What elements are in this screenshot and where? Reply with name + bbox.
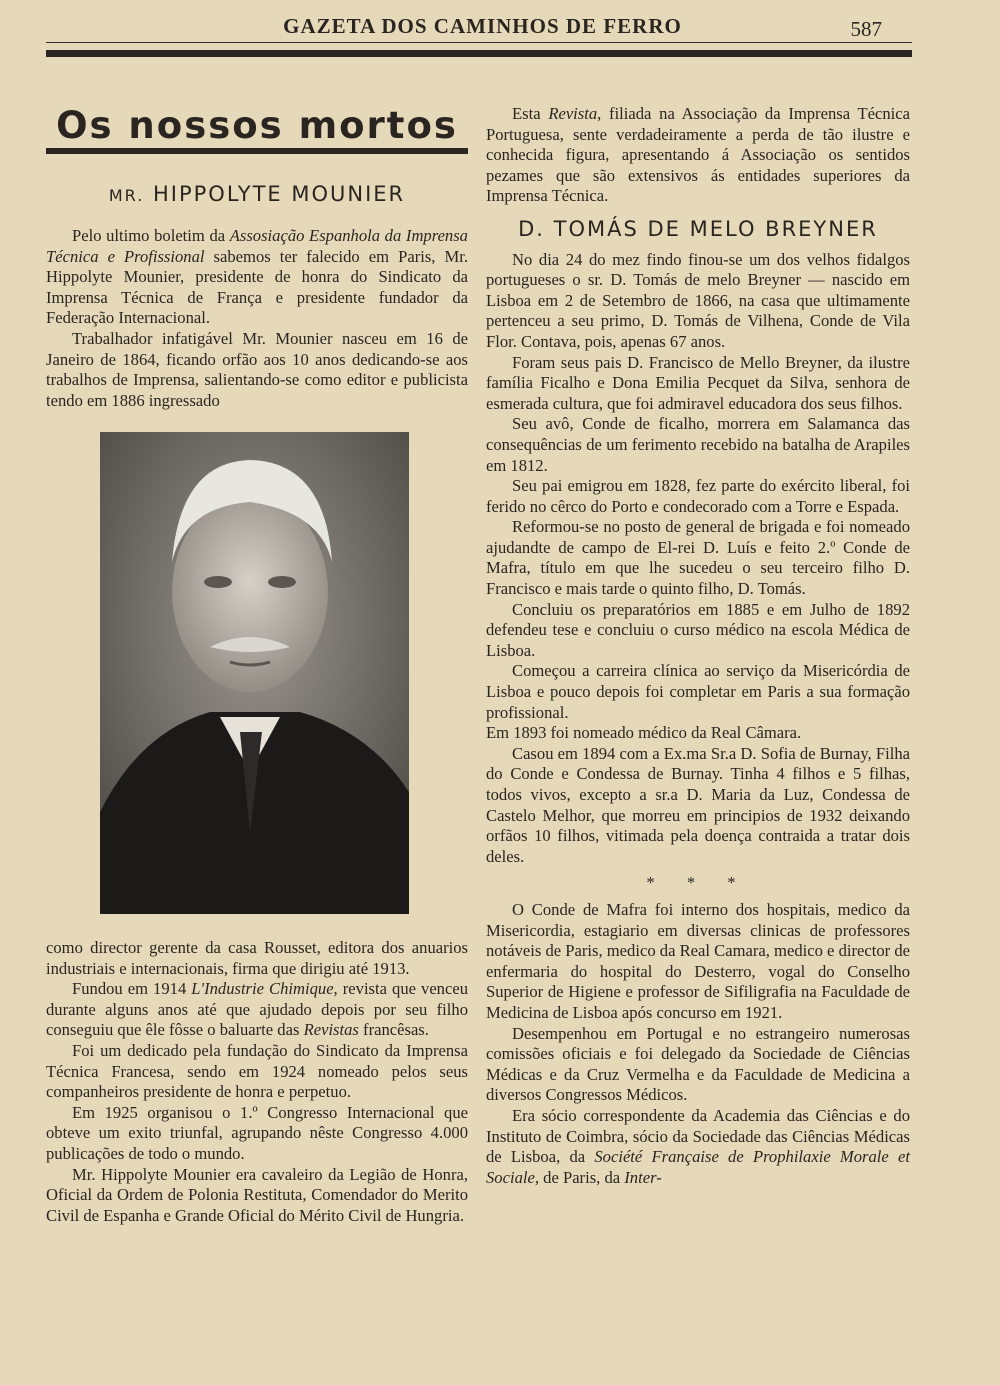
paragraph: Fundou em 1914 L'Industrie Chimique, revista que venceu durante alguns anos até que ajudado depois por seu filho conseguiu que êle fôsse o baluarte das Revistas francêsas. bbox=[46, 979, 469, 1040]
article-right-column bbox=[486, 104, 910, 1188]
portrait-photo-graphic bbox=[100, 432, 409, 914]
section-separator: * * * bbox=[646, 873, 750, 893]
paragraph: Em 1925 organisou o 1.º Congresso Internacional que obteve um exito triunfal, agrupando nêste Congresso 4.000 publicações de todo o mundo. bbox=[46, 1102, 468, 1163]
paragraph: Seu avô, Conde de ficalho, morrera em Salamanca das consequências de um ferimento recebido na batalha de Arapiles em 1812. bbox=[486, 414, 910, 475]
paragraph: Era sócio correspondente da Academia das Ciências e do Instituto de Coimbra, sócio da Sociedade das Ciências Médicas de Lisboa, da Société Française de Prophilaxie Morale et Sociale, de Paris, da Inter- bbox=[486, 1105, 910, 1187]
paragraph: Desempenhou em Portugal e no estrangeiro numerosas comissões oficiais e foi delegado da Sociedade de Ciências Médicas e da Cruz Vermelha e da Faculdade de Medicina a diversos Congressos Médicos. bbox=[486, 1023, 910, 1105]
paragraph: O Conde de Mafra foi interno dos hospitais, medico da Misericordia, estagiario em diversas clinicas de professores notáveis de Paris, medico da Real Camara, medico e director de enfermaria do hospital do Desterro, vogal do Conselho Superior de Higiene e professor de Sifiligrafia na Faculdade de Medicina de Lisboa após concurso em 1921. bbox=[486, 899, 910, 1022]
paragraph: Esta Revista, filiada na Associação da Imprensa Técnica Portuguesa, sente verdadeiramente a perda de tão ilustre e conhecida figura, apresentando á Associação os sentidos pezames que são extensivos ás entidades superiores da Imprensa Técnica. bbox=[486, 104, 910, 206]
paragraph: Trabalhador infatigável Mr. Mounier nasceu em 16 de Janeiro de 1864, ficando orfão aos 10 anos dedicando-se aos trabalhos de Imprensa, salientando-se como editor e publicista tendo em 1886 ingressado bbox=[46, 328, 468, 410]
paragraph: Começou a carreira clínica ao serviço da Misericórdia de Lisboa e pouco depois foi completar em Paris a sua formação profissional. bbox=[486, 661, 910, 722]
header-thick-rule bbox=[46, 50, 912, 57]
paragraph: Seu pai emigrou em 1828, fez parte do exército liberal, foi ferido no cêrco do Porto e condecorado com a Torre e Espada. bbox=[486, 476, 910, 516]
running-header: GAZETA DOS CAMINHOS DE FERRO bbox=[283, 14, 682, 38]
page-number: 587 bbox=[850, 17, 882, 41]
paragraph: Em 1893 foi nomeado médico da Real Câmara. bbox=[486, 723, 802, 743]
portrait-photo bbox=[100, 432, 409, 914]
paragraph: Foram seus pais D. Francisco de Mello Breyner, da ilustre família Ficalho e Dona Emilia Pecquet da Silva, senhora de esmerada cultura, que foi admiravel educadora dos seus filhos. bbox=[486, 352, 910, 413]
paragraph: como director gerente da casa Rousset, editora dos anuarios industriais e internacionais, firma que dirigiu até 1913. bbox=[46, 938, 468, 978]
article-mounier-part1 bbox=[46, 226, 468, 411]
paragraph: Mr. Hippolyte Mounier era cavaleiro da Legião de Honra, Oficial da Ordem de Polonia Restituta, Comendador do Merito Civil de Espanha e Grande Oficial do Mérito Civil de Hungria. bbox=[46, 1164, 468, 1225]
section-heading-breyner: D. TOMÁS DE MELO BREYNER bbox=[518, 216, 878, 241]
paragraph: No dia 24 do mez findo finou-se um dos velhos fidalgos portugueses o sr. D. Tomás de melo Breyner — nascido em Lisboa em 2 de Setembro de 1866, na casa que ultimamente pertenceu a seu primo, D. Tomás de Vilhena, Conde de Vila Flor. Contava, pois, apenas 67 anos. bbox=[486, 249, 910, 351]
paragraph: Concluiu os preparatórios em 1885 e em Julho de 1892 defendeu tese e concluiu o curso médico na escola Médica de Lisboa. bbox=[486, 599, 910, 660]
article-mounier-part2 bbox=[46, 938, 468, 1226]
paragraph: Casou em 1894 com a Ex.ma Sr.a D. Sofia de Burnay, Filha do Conde e Condessa de Burnay. Tinha 4 filhos e 5 filhas, todos vivos, excepto a sr.a D. Maria da Luz, Condessa de Castelo Melhor, que morreu em principios de 1932 deixando orfãos 10 filhos, vitimada pela doença contraida a tratar dois deles. bbox=[486, 743, 910, 866]
heading-prefix: MR. bbox=[108, 186, 145, 205]
header-rule bbox=[46, 42, 912, 43]
page-title: Os nossos mortos bbox=[56, 104, 458, 147]
paragraph: Pelo ultimo boletim da Assosiação Espanhola da Imprensa Técnica e Profissional sabemos ter falecido em Paris, Mr. Hippolyte Mounier, presidente de honra do Sindicato da Imprensa Técnica de França e presidente fundador da Federação Internacional. bbox=[46, 226, 468, 328]
paragraph: Foi um dedicado pela fundação do Sindicato da Imprensa Técnica Francesa, sendo em 1924 nomeado pelos seus companheiros presidente de honra e perpetuo. bbox=[46, 1040, 468, 1102]
section-heading-mounier bbox=[46, 182, 468, 206]
heading-name: HIPPOLYTE MOUNIER bbox=[152, 182, 406, 206]
paragraph: Reformou-se no posto de general de brigada e foi nomeado ajudandte de campo de El-rei D. Luís e feito 2.º Conde de Mafra, título em que lhe sucedeu o seu terceiro filho D. Francisco e mais tarde o quinto filho, D. Tomás. bbox=[486, 517, 910, 599]
title-rule bbox=[46, 148, 468, 154]
